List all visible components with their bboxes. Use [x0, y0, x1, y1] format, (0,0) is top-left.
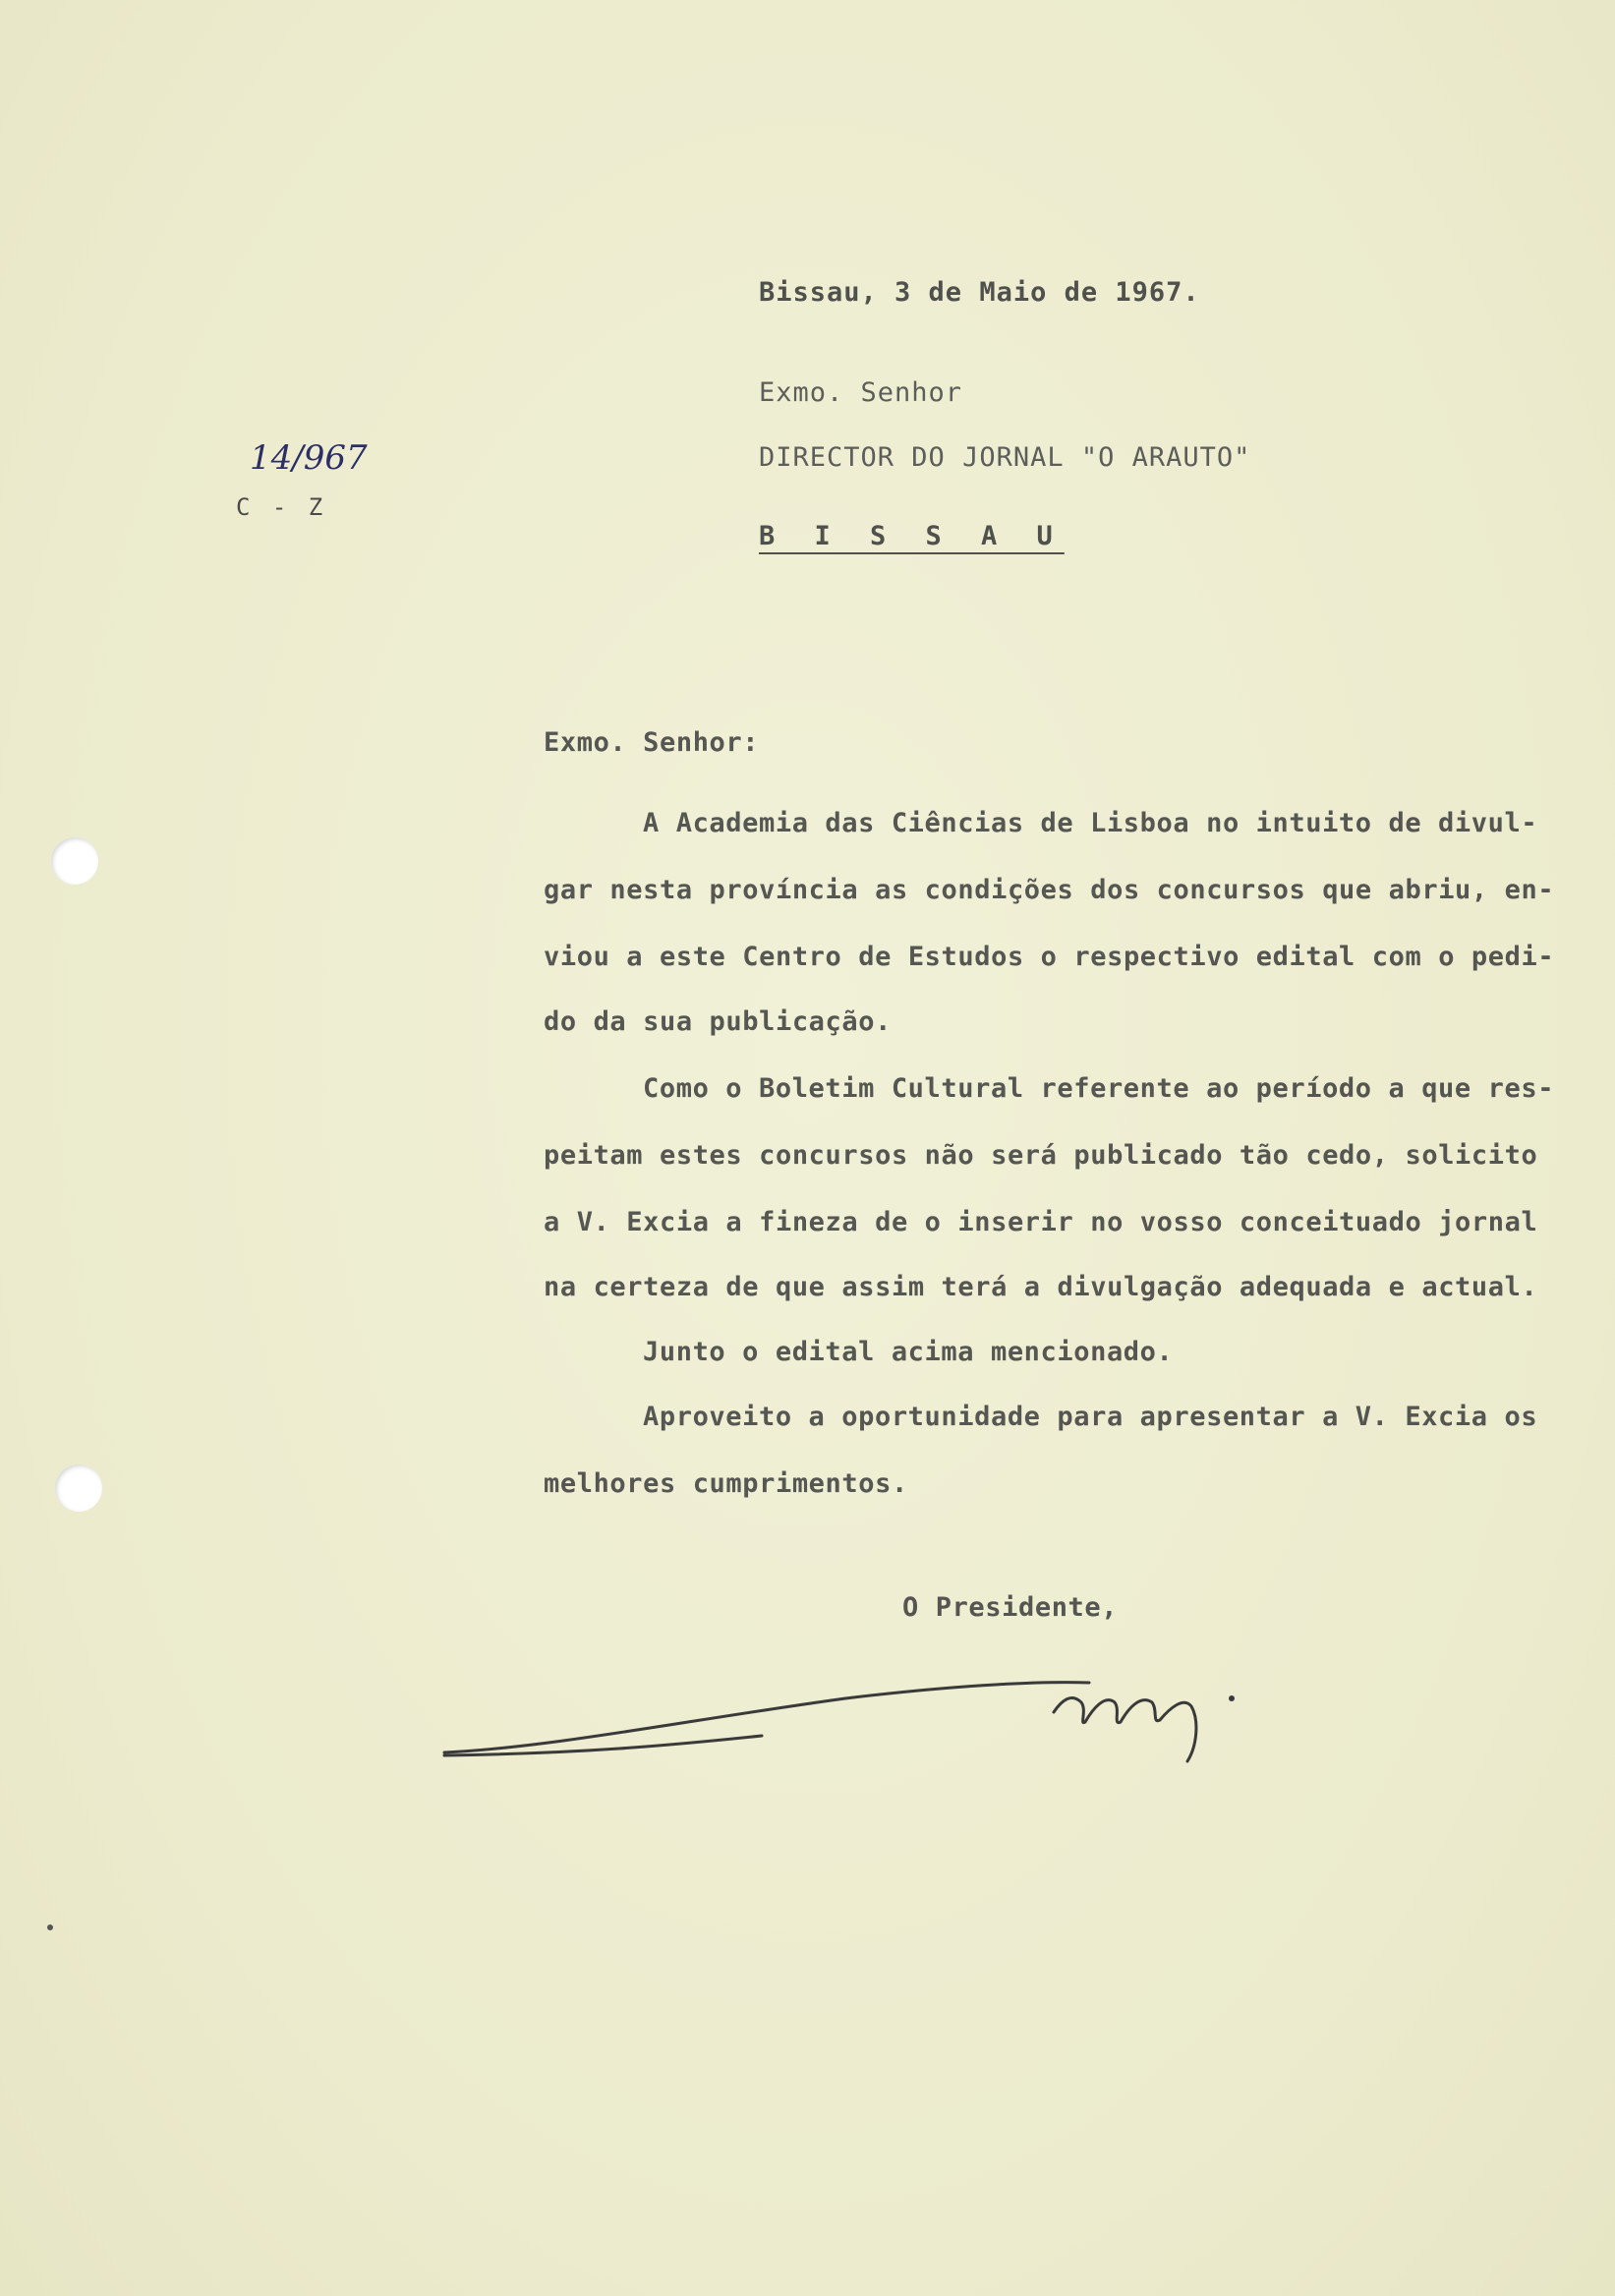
paragraph-line: A Academia das Ciências de Lisboa no intuito de divul-	[643, 808, 1538, 838]
addressee-title: DIRECTOR DO JORNAL "O ARAUTO"	[759, 442, 1251, 473]
ink-speck	[47, 1924, 53, 1930]
paragraph-line: na certeza de que assim terá a divulgação adequada e actual.	[544, 1272, 1538, 1302]
paragraph-line: do da sua publicação.	[544, 1006, 892, 1037]
paragraph-line: Aproveito a oportunidade para apresentar a V. Excia os	[643, 1402, 1538, 1432]
paragraph-line: gar nesta província as condições dos concursos que abriu, en-	[544, 875, 1555, 905]
signature-mark	[433, 1651, 1396, 1779]
addressee-salutation: Exmo. Senhor	[759, 377, 963, 408]
reference-number: 14/967	[250, 438, 368, 478]
paragraph-line: viou a este Centro de Estudos o respectivo edital com o pedi-	[544, 942, 1555, 972]
paragraph-line: peitam estes concursos não será publicado tão cedo, solicito	[544, 1140, 1538, 1171]
reference-code: C - Z	[236, 493, 327, 521]
closing: O Presidente,	[902, 1592, 1119, 1623]
date-line: Bissau, 3 de Maio de 1967.	[759, 277, 1200, 308]
paragraph-line: Junto o edital acima mencionado.	[643, 1337, 1174, 1367]
punch-hole-top	[51, 837, 98, 885]
greeting: Exmo. Senhor:	[544, 727, 760, 758]
punch-hole-bottom	[55, 1464, 102, 1512]
addressee-city: B I S S A U	[759, 521, 1065, 551]
paragraph-line: Como o Boletim Cultural referente ao período a que res-	[643, 1073, 1555, 1104]
paragraph-line: a V. Excia a fineza de o inserir no vosso conceituado jornal	[544, 1207, 1538, 1237]
paragraph-line: melhores cumprimentos.	[544, 1468, 908, 1499]
